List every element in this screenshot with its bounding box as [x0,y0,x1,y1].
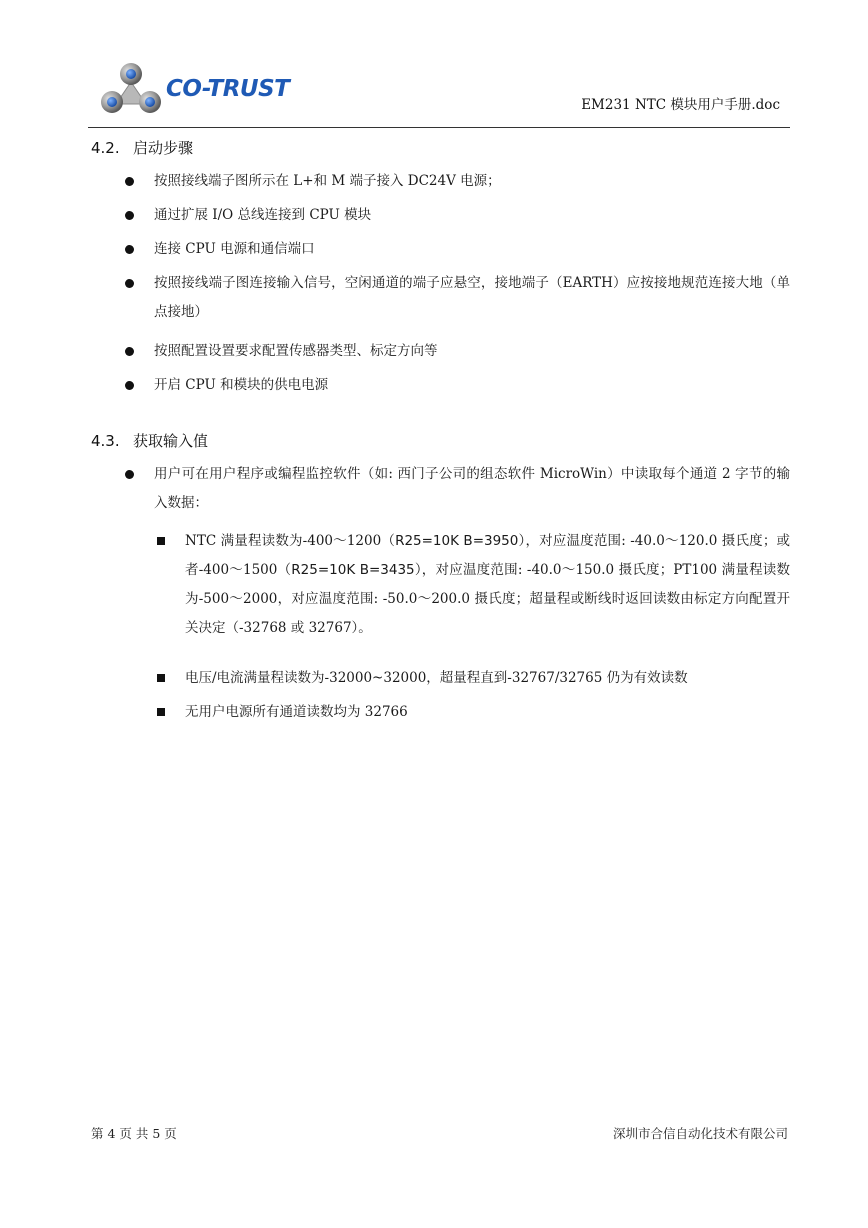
text-run: ），对应温度范围: -40.0～120.0 摄氏度；或者-400～1500（ [185,533,791,578]
bullet-dot-icon [125,245,134,254]
square-bullet-icon [157,537,165,545]
bullet-dot-icon [125,470,134,479]
list-item-text: 按照配置设置要求配置传感器类型、标定方向等 [154,343,438,359]
bullet-dot-icon [125,381,134,390]
page-number: 第 4 页 共 5 页 [91,1126,177,1141]
list-item-text: 通过扩展 I/O 总线连接到 CPU 模块 [154,207,372,223]
list-item [122,460,790,518]
logo-emblem-icon [98,60,164,116]
list-item-text: 按照接线端子图连接输入信号，空闲通道的端子应悬空，接地端子（EARTH）应按接地规范连接大地（单点接地） [154,275,790,320]
logo-wordmark: CO-TRUST [166,76,290,102]
list-item [122,167,790,196]
square-bullet-icon [157,674,165,682]
page-header [90,60,790,128]
document-title: EM231 NTC 模块用户手册.doc [581,97,780,113]
section-title: 获取输入值 [133,432,209,450]
section-title: 启动步骤 [133,139,194,157]
sub-list-item [153,527,790,643]
company-logo [98,60,298,116]
bullet-dot-icon [125,177,134,186]
sensor-param: R25=10K B=3435 [291,562,415,578]
bullet-dot-icon [125,279,134,288]
sensor-param: R25=10K B=3950 [395,533,519,549]
list-item [122,371,790,400]
section-heading-4-2 [91,137,193,158]
list-item-text: 按照接线端子图所示在 L+和 M 端子接入 DC24V 电源； [154,173,501,189]
section-number: 4.3. [91,432,120,450]
list-item [122,235,790,264]
list-item [122,201,790,230]
company-name: 深圳市合信自动化技术有限公司 [612,1126,788,1141]
list-item [122,269,790,327]
text-run: NTC 满量程读数为-400～1200（ [185,533,396,549]
sub-list-item [153,664,790,693]
list-item [122,337,790,366]
list-item-text: 连接 CPU 电源和通信端口 [154,241,315,257]
header-divider [88,127,790,128]
sub-list-item-text [185,527,790,643]
square-bullet-icon [157,708,165,716]
text-run: ），对应温度范围: -40.0～150.0 摄氏度；PT100 满量程读数为-500～2000，对应温度范围: -50.0～200.0 摄氏度；超量程或断线时返回读数由标定方向配置开关决定（-32768 或 32767）。 [185,562,791,636]
sub-list-item [153,698,790,727]
bullet-dot-icon [125,347,134,356]
sub-list-item-text: 无用户电源所有通道读数均为 32766 [185,704,408,720]
section-heading-4-3 [91,430,208,451]
bullet-dot-icon [125,211,134,220]
section-number: 4.2. [91,139,120,157]
sub-list-item-text: 电压/电流满量程读数为-32000~32000，超量程直到-32767/32765 仍为有效读数 [185,670,688,686]
list-item-text: 用户可在用户程序或编程监控软件（如: 西门子公司的组态软件 MicroWin）中读取每个通道 2 字节的输入数据： [154,466,790,511]
list-item-text: 开启 CPU 和模块的供电电源 [154,377,329,393]
